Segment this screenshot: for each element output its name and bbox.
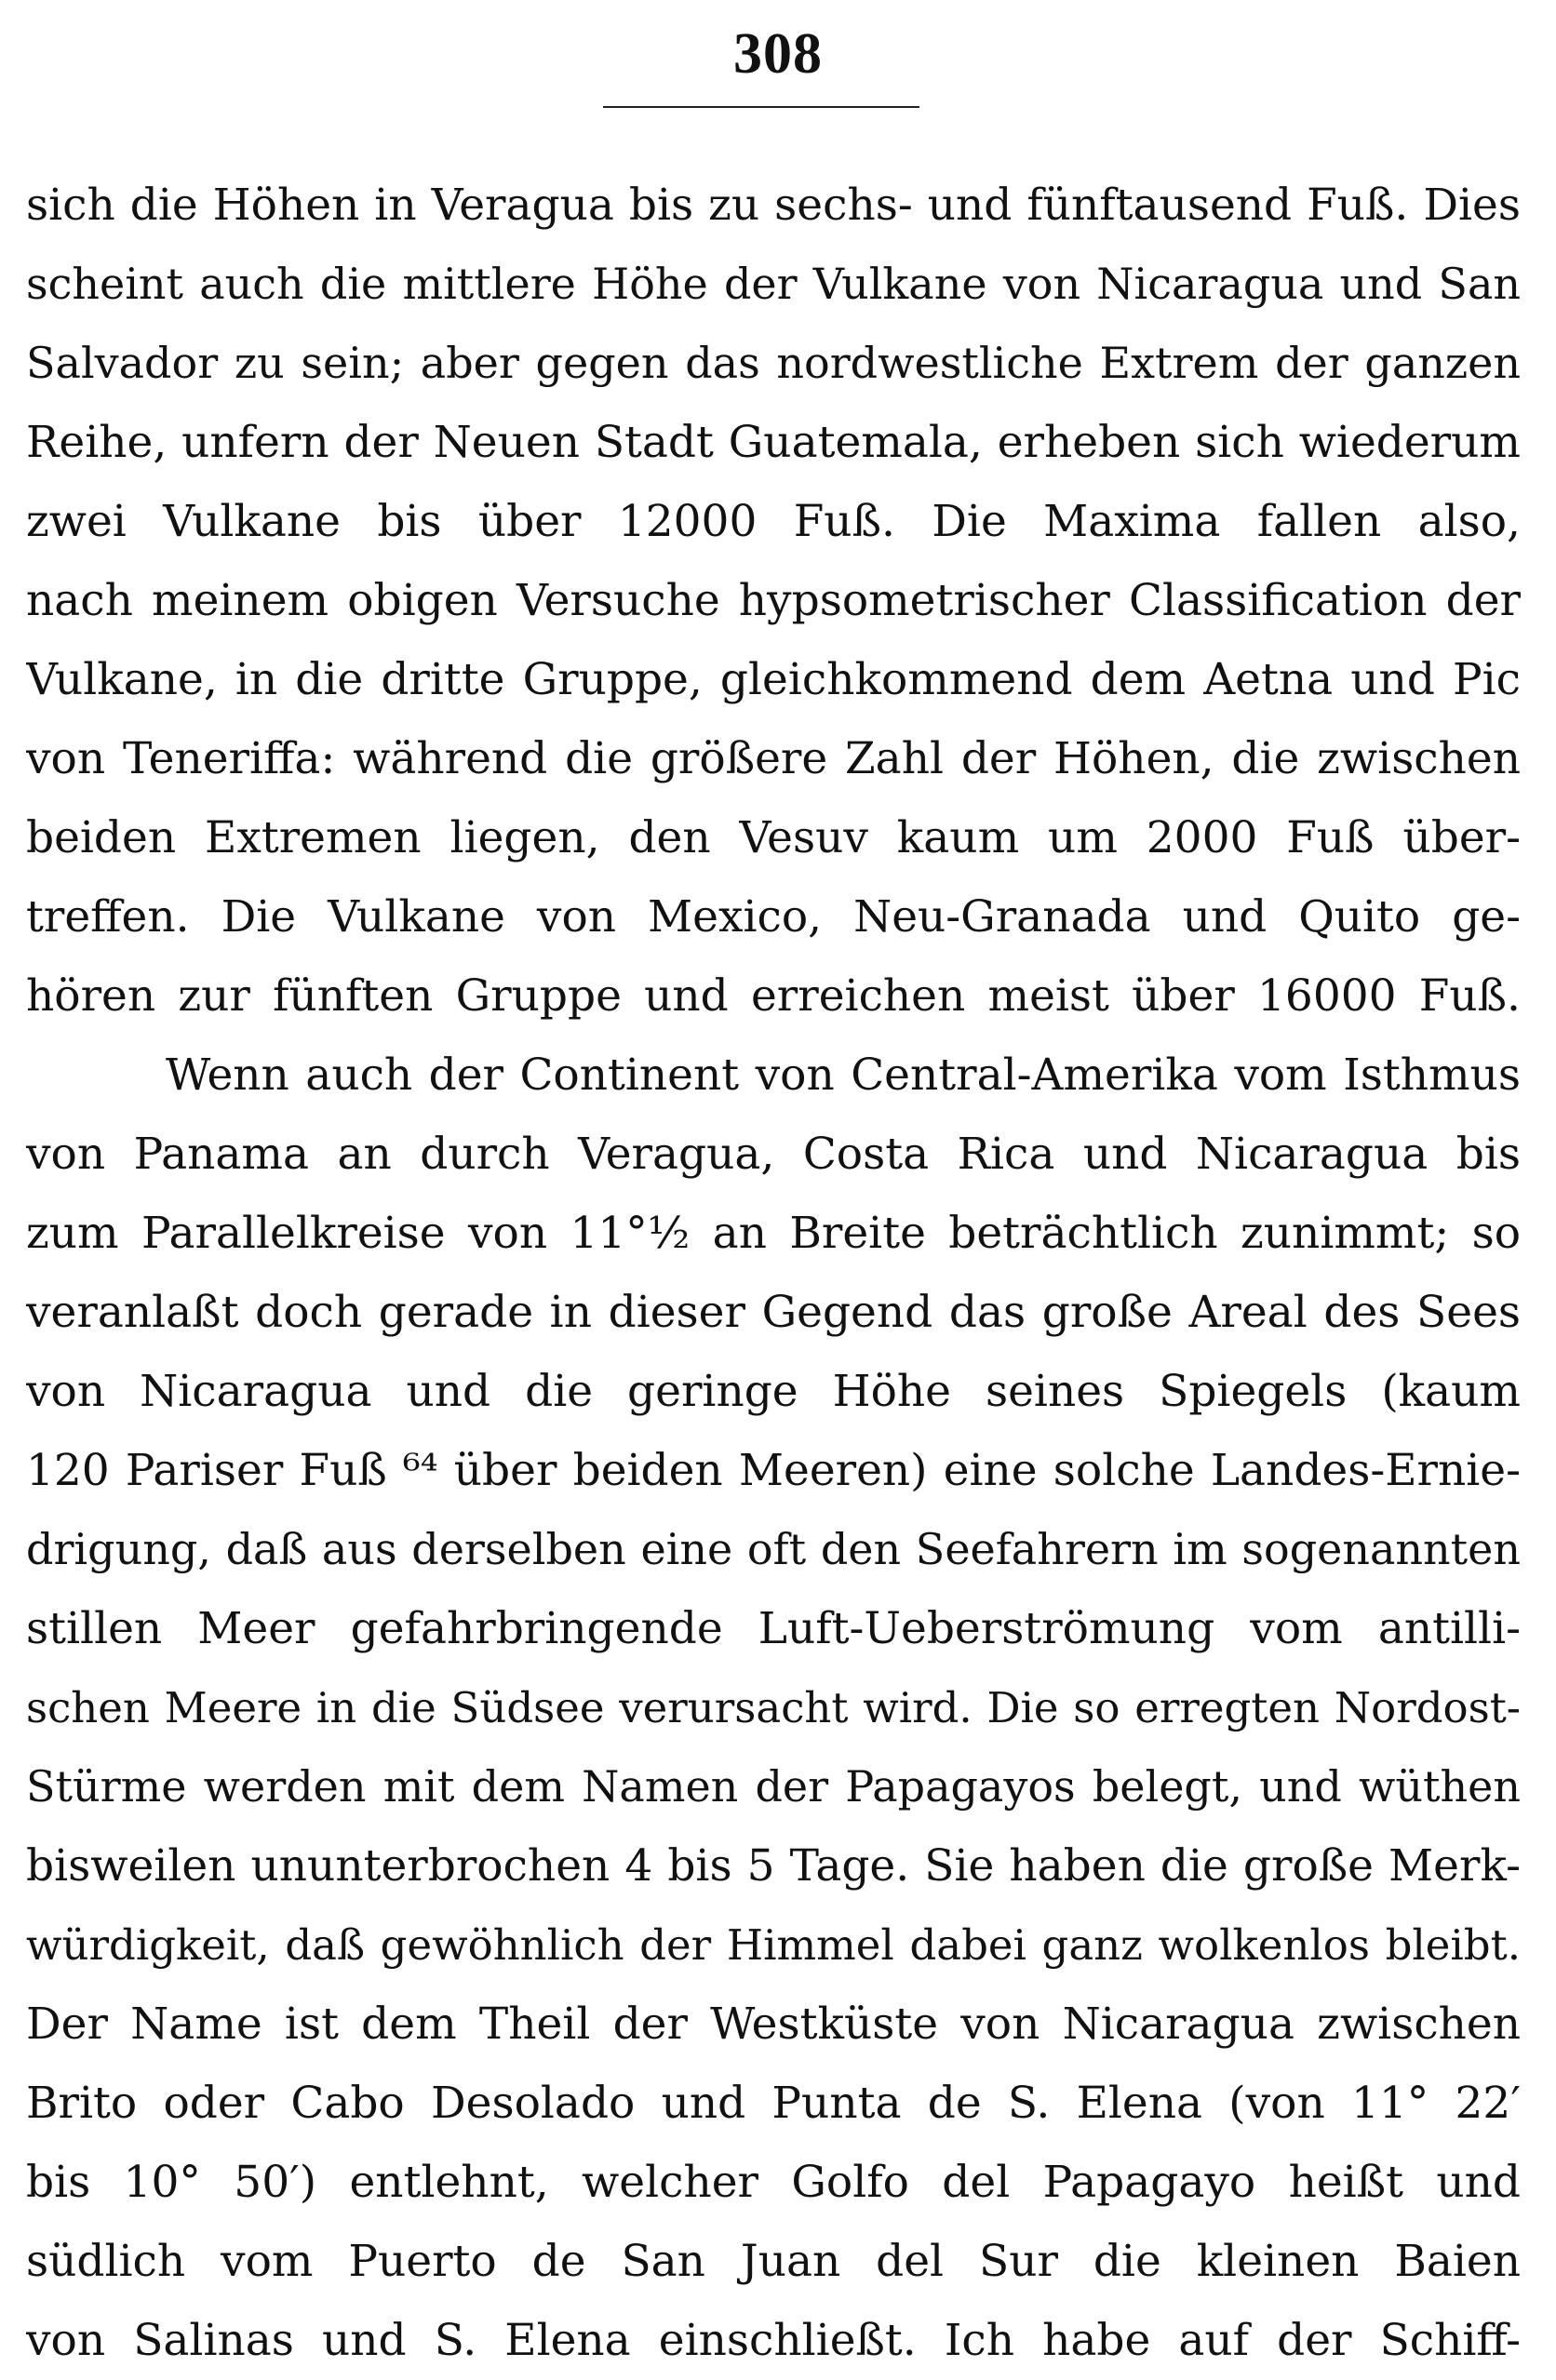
text-line: Stürme werden mit dem Namen der Papagayos belegt, und wüthen — [26, 1761, 1521, 1812]
text-line: Brito oder Cabo Desolado und Punta de S. Elena (von 11° 22′ — [26, 2078, 1521, 2129]
text-line: veranlaßt doch gerade in dieser Gegend das große Areal des Sees — [26, 1287, 1521, 1338]
text-line: sich die Höhen in Veragua bis zu sechs- und fünftausend Fuß. Dies — [26, 180, 1521, 231]
text-line: Wenn auch der Continent von Central-Amerika vom Isthmus — [166, 1050, 1521, 1101]
text-line: 120 Pariser Fuß ⁶⁴ über beiden Meeren) eine solche Landes-Ernie- — [26, 1445, 1521, 1496]
text-line: hören zur fünften Gruppe und erreichen meist über 16000 Fuß. — [26, 970, 1521, 1022]
text-line: von Salinas und S. Elena einschließt. Ich habe auf der Schiff- — [26, 2315, 1521, 2366]
text-line: zum Parallelkreise von 11°½ an Breite beträchtlich zunimmt; so — [26, 1208, 1521, 1259]
text-line: Vulkane, in die dritte Gruppe, gleichkommend dem Aetna und Pic — [26, 654, 1521, 705]
text-line: bisweilen ununterbrochen 4 bis 5 Tage. Sie haben die große Merk- — [26, 1840, 1521, 1892]
text-line: von Panama an durch Veragua, Costa Rica und Nicaragua bis — [26, 1129, 1521, 1180]
text-line: Der Name ist dem Theil der Westküste von Nicaragua zwischen — [26, 1999, 1521, 2050]
text-line: stillen Meer gefahrbringende Luft-Ueberströmung vom antilli- — [26, 1603, 1521, 1654]
text-line: treffen. Die Vulkane von Mexico, Neu-Granada und Quito ge- — [26, 891, 1521, 943]
text-line: von Teneriffa: während die größere Zahl der Höhen, die zwischen — [26, 733, 1521, 784]
text-line: nach meinem obigen Versuche hypsometrischer Classification der — [26, 575, 1521, 626]
text-line: zwei Vulkane bis über 12000 Fuß. Die Maxima fallen also, — [26, 496, 1521, 547]
text-line: würdigkeit, daß gewöhnlich der Himmel dabei ganz wolkenlos bleibt. — [26, 1920, 1521, 1970]
body-text — [26, 166, 1521, 2380]
text-line: beiden Extremen liegen, den Vesuv kaum um 2000 Fuß über- — [26, 812, 1521, 863]
text-line: drigung, daß aus derselben eine oft den Seefahrern im sogenannten — [26, 1524, 1521, 1574]
text-line: von Nicaragua und die geringe Höhe seines Spiegels (kaum — [26, 1366, 1521, 1417]
page-number: 308 — [733, 22, 823, 86]
text-line: Reihe, unfern der Neuen Stadt Guatemala, erheben sich wiederum — [26, 417, 1521, 468]
text-line: Salvador zu sein; aber gegen das nordwestliche Extrem der ganzen — [26, 338, 1521, 388]
header-rule — [603, 106, 919, 108]
text-line: südlich vom Puerto de San Juan del Sur die kleinen Baien — [26, 2236, 1521, 2287]
text-line: scheint auch die mittlere Höhe der Vulkane von Nicaragua und San — [26, 259, 1521, 309]
text-line: bis 10° 50′) entlehnt, welcher Golfo del Papagayo heißt und — [26, 2157, 1521, 2208]
text-line: schen Meere in die Südsee verursacht wird. Die so erregten Nordost- — [26, 1683, 1521, 1732]
